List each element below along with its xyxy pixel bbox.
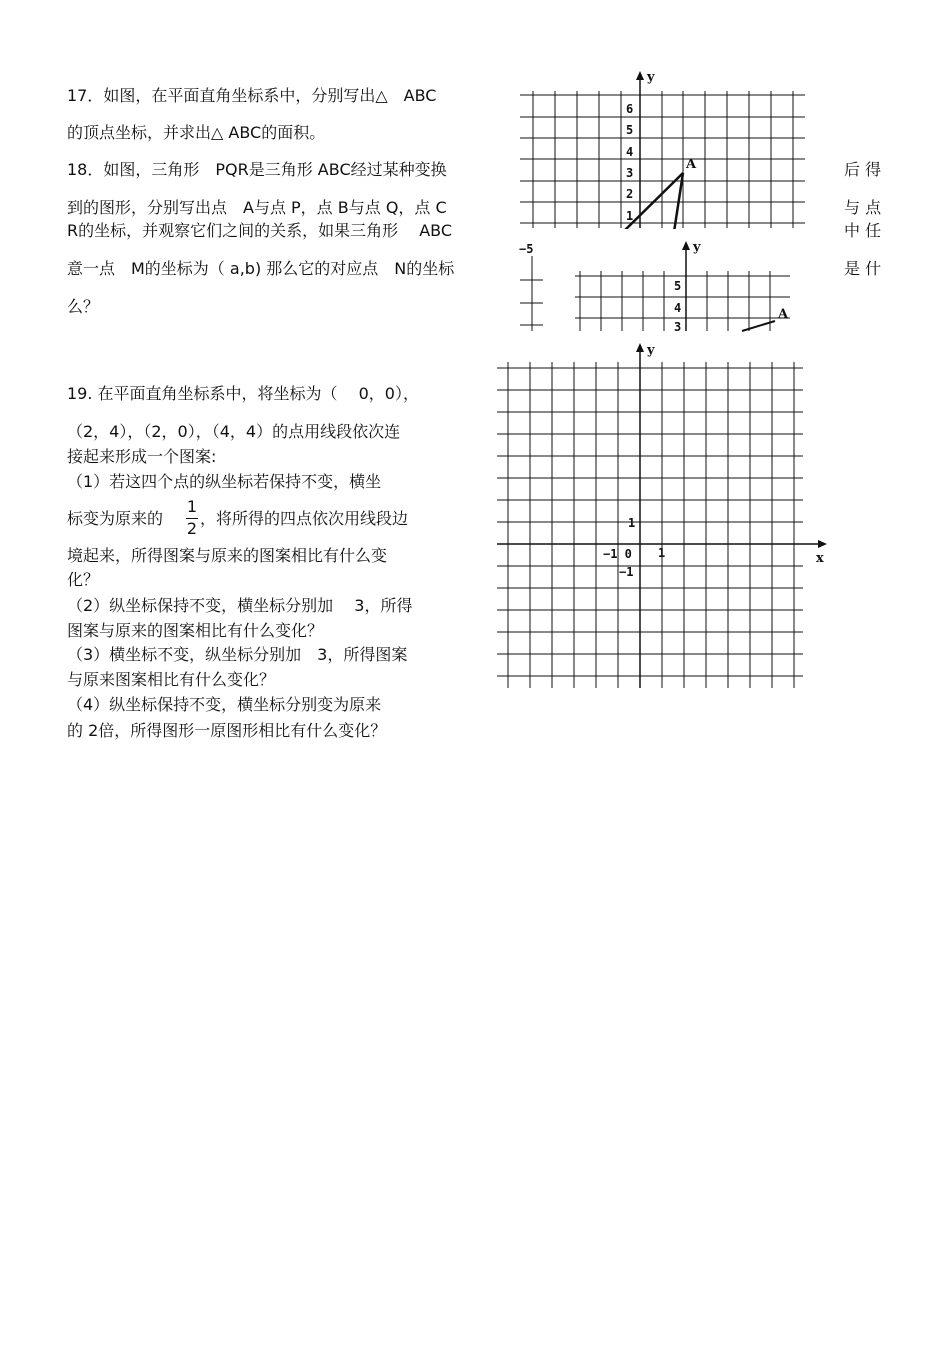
q18-line-4-right: 是 什 xyxy=(844,259,882,278)
fig18-tick-3: 3 xyxy=(674,320,682,334)
q17-line-1: 17．如图，在平面直角坐标系中，分别写出△ ABC xyxy=(67,86,437,105)
fig17-tick-1: 1 xyxy=(626,209,634,223)
q18-line-3: R的坐标，并观察它们之间的关系，如果三角形 ABC xyxy=(67,221,453,240)
fig19-tick-y-1: 1 xyxy=(628,516,636,530)
fig19-y-arrow-icon xyxy=(636,343,644,352)
q19-line-4: （1）若这四个点的纵坐标若保持不变，横坐 xyxy=(67,472,382,491)
q19-line-10: （3）横坐标不变，纵坐标分别加 3，所得图案 xyxy=(67,645,408,664)
fig19-coordinate-grid xyxy=(495,338,835,693)
q19-line-3: 接起来形成一个图案: xyxy=(67,447,217,466)
fig17-y-arrow-icon xyxy=(636,71,644,80)
fig18-y-arrow-icon xyxy=(682,241,690,250)
q17-line-2: 的顶点坐标，并求出△ ABC的面积。 xyxy=(67,123,326,142)
fig19-tick-y-neg1: −1 xyxy=(619,565,634,579)
q19-line-2: （2，4），（2，0），（4，4）的点用线段依次连 xyxy=(67,422,401,441)
fig19-tick-origin: −1 0 xyxy=(603,547,632,561)
fig18-tick-5: 5 xyxy=(674,279,682,293)
q19-line-6: 境起来，所得图案与原来的图案相比有什么变 xyxy=(67,546,388,565)
q18-line-2: 到的图形，分别写出点 A与点 P，点 B与点 Q，点 C xyxy=(67,198,447,217)
q18-line-5: 么？ xyxy=(67,297,100,316)
fig19-y-label: y xyxy=(647,343,655,358)
fraction-denominator: 2 xyxy=(186,519,198,538)
fig18-tick-4: 4 xyxy=(674,301,682,315)
fig19-x-label: x xyxy=(816,551,824,566)
q19-line-5-right: ，将所得的四点依次用线段边 xyxy=(200,509,409,528)
fig17-tick-6: 6 xyxy=(626,102,634,116)
q18-line-1: 18．如图，三角形 PQR是三角形 ABC经过某种变换 xyxy=(67,160,447,179)
q18-line-3-right: 中 任 xyxy=(844,221,882,240)
fig17-x-tick-neg5: −5 xyxy=(519,242,534,256)
fig18-y-label: y xyxy=(693,240,701,255)
fraction-numerator: 1 xyxy=(186,497,198,516)
q19-line-13: 的 2倍，所得图形一原图形相比有什么变化？ xyxy=(67,721,387,740)
fig18-point-a-label: A xyxy=(778,307,789,322)
q19-line-1: 19. 在平面直角坐标系中，将坐标为（ 0，0）， xyxy=(67,384,419,403)
fig17-point-a-label: A xyxy=(686,157,697,172)
q18-line-1-right: 后 得 xyxy=(844,160,882,179)
q18-line-2-right: 与 点 xyxy=(844,198,882,217)
fig17-tick-3: 3 xyxy=(626,166,634,180)
q19-line-8: （2）纵坐标保持不变，横坐标分别加 3，所得 xyxy=(67,596,413,615)
fig18-coordinate-grid xyxy=(570,236,800,334)
fig19-x-arrow-icon xyxy=(818,540,827,548)
q19-line-7: 化？ xyxy=(67,570,100,589)
fig17-tick-2: 2 xyxy=(626,187,634,201)
fig17-y-label: y xyxy=(647,70,655,85)
fig17-tick-5: 5 xyxy=(626,123,634,137)
q18-line-4: 意一点 M的坐标为（ a,b) 那么它的对应点 N的坐标 xyxy=(67,259,455,278)
fig17-tick-4: 4 xyxy=(626,145,634,159)
fig19-tick-x-1: 1 xyxy=(658,546,666,560)
q19-line-9: 图案与原来的图案相比有什么变化？ xyxy=(67,621,324,640)
q19-line-11: 与原来图案相比有什么变化？ xyxy=(67,670,276,689)
q19-line-5-left: 标变为原来的 xyxy=(67,509,164,528)
q19-line-12: （4）纵坐标保持不变，横坐标分别变为原来 xyxy=(67,695,382,714)
